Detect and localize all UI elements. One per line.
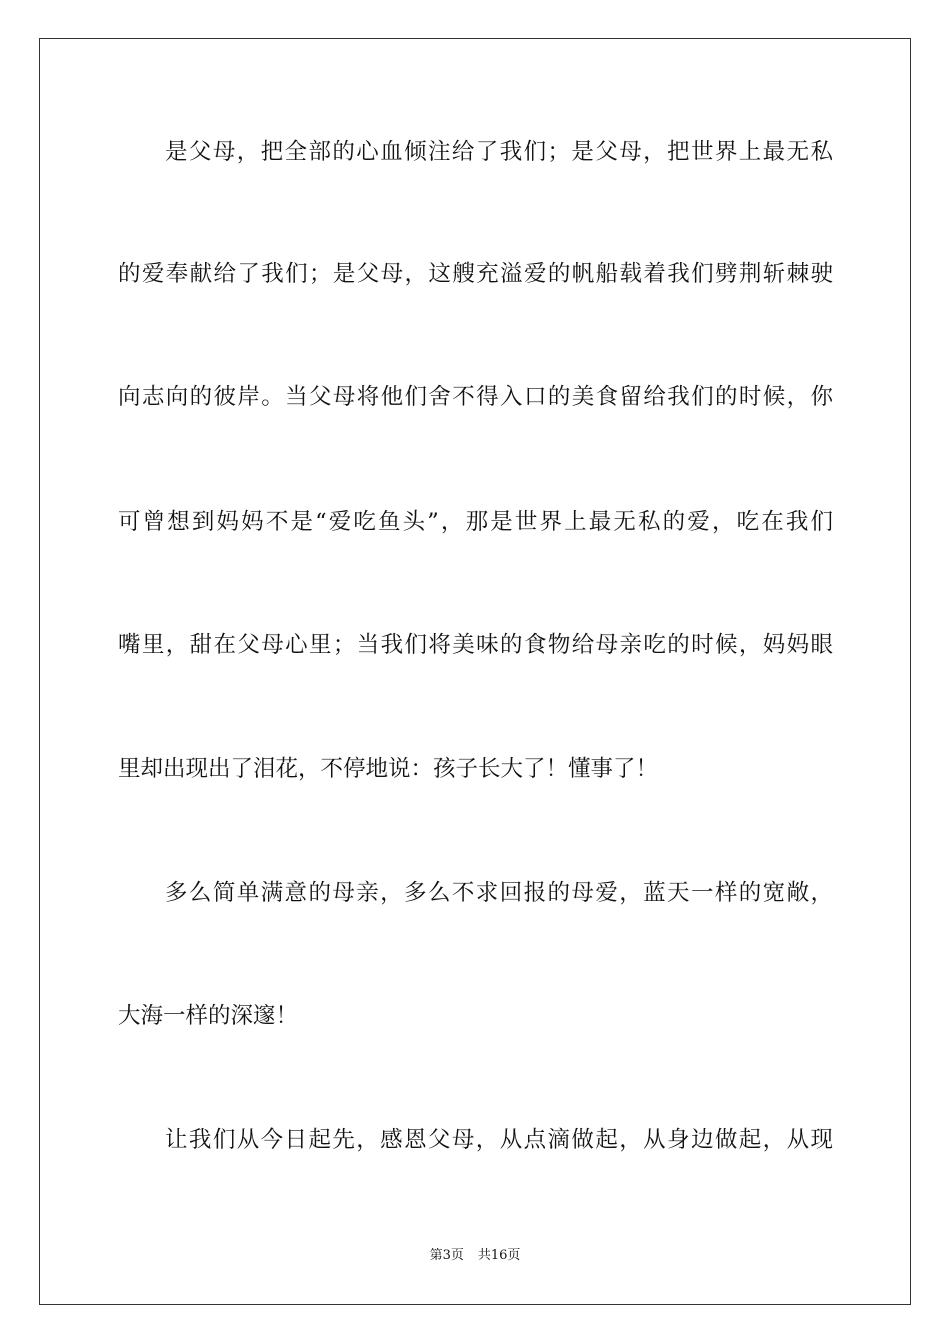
- paragraph-1-line-4: 可曾想到妈妈不是“爱吃鱼头”，那是世界上最无私的爱，吃在我们: [118, 509, 833, 535]
- paragraph-1-line-3: 向志向的彼岸。当父母将他们舍不得入口的美食留给我们的时候，你: [118, 384, 833, 410]
- page-border: [39, 38, 911, 1305]
- paragraph-1-line-6: 里却出现出了泪花，不停地说：孩子长大了！懂事了！: [118, 756, 659, 782]
- paragraph-1-line-5: 嘴里，甜在父母心里；当我们将美味的食物给母亲吃的时候，妈妈眼: [118, 632, 833, 658]
- page-number: 第3页: [429, 1248, 464, 1263]
- paragraph-3-line-1: 让我们从今日起先，感恩父母，从点滴做起，从身边做起，从现: [165, 1127, 833, 1153]
- paragraph-1-line-1: 是父母，把全部的心血倾注给了我们；是父母，把世界上最无私: [165, 139, 833, 165]
- page-total: 共16页: [477, 1248, 521, 1263]
- paragraph-2-line-1: 多么简单满意的母亲，多么不求回报的母爱，蓝天一样的宽敞，: [165, 880, 833, 906]
- paragraph-2-line-2: 大海一样的深邃！: [118, 1003, 299, 1029]
- page-footer: [0, 1247, 950, 1265]
- paragraph-1-line-2: 的爱奉献给了我们；是父母，这艘充溢爱的帆船载着我们劈荆斩棘驶: [118, 261, 833, 287]
